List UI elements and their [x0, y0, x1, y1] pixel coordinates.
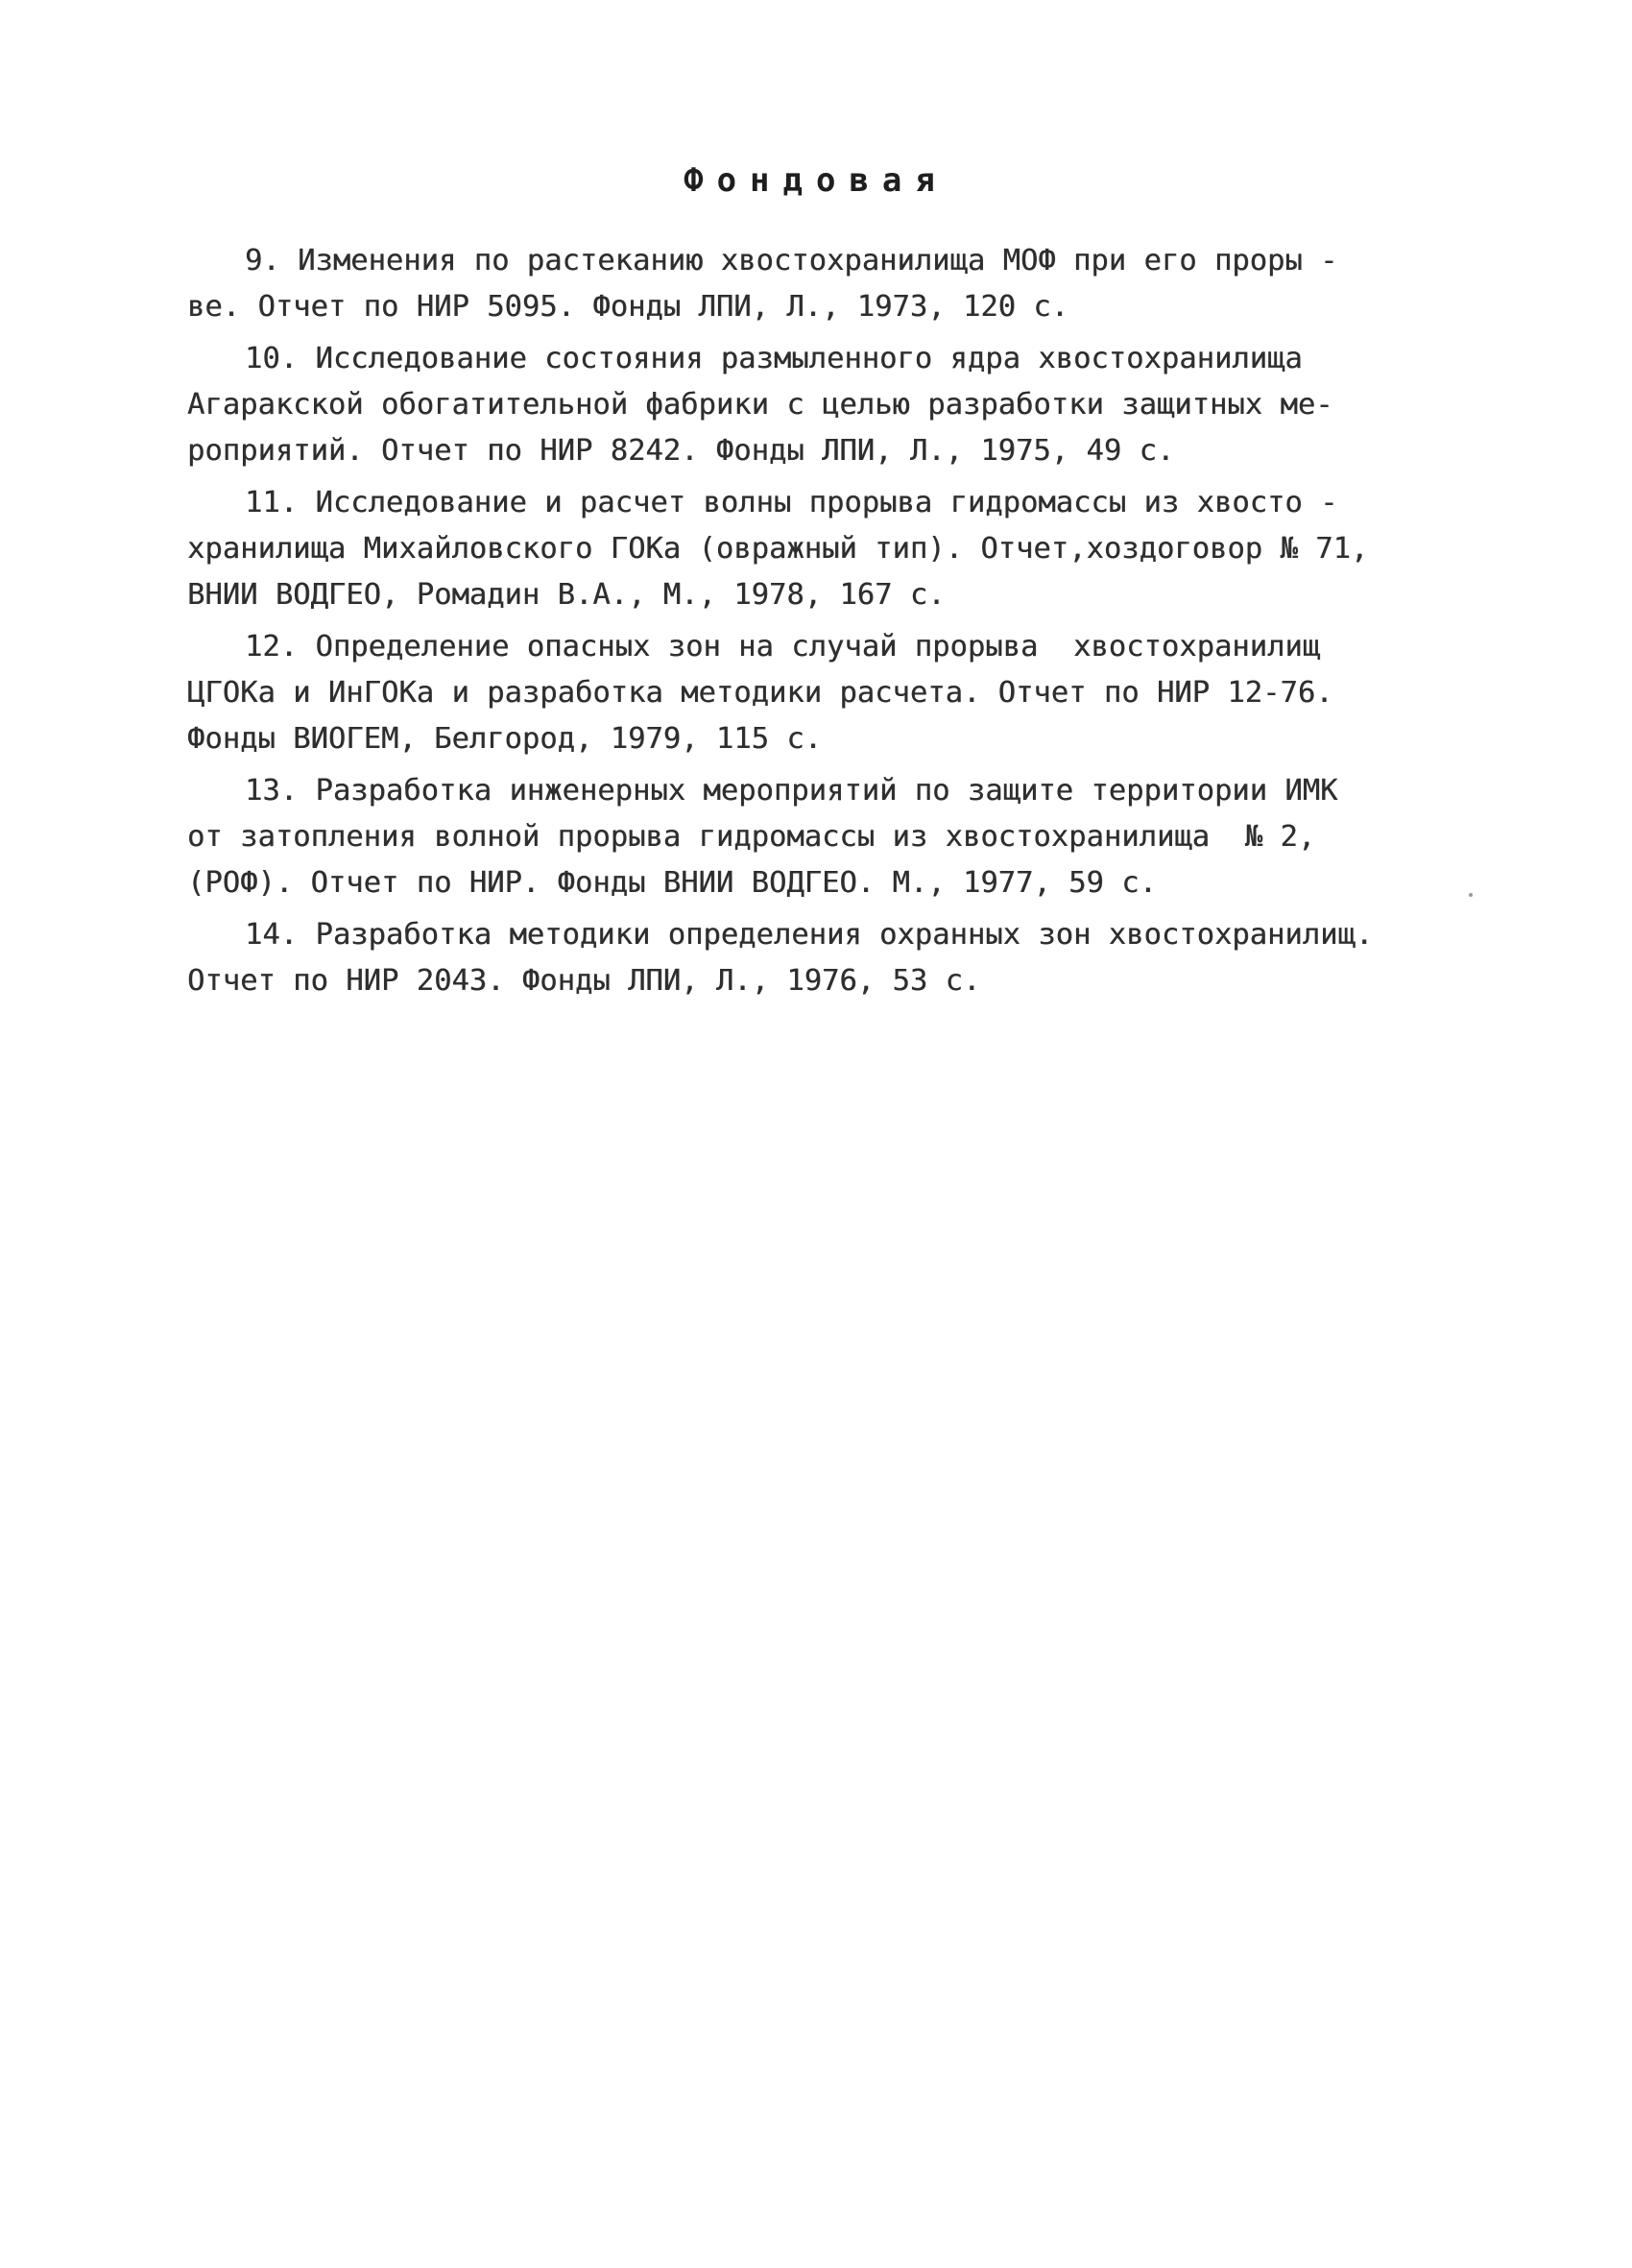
section-heading: Фондовая [684, 161, 948, 200]
reference-item-9 [187, 238, 1464, 330]
reference-line: 13. Разработка инженерных мероприятий по защите территории ИМК [245, 774, 1338, 808]
reference-line: 10. Исследование состояния размыленного ядра хвостохранилища [245, 342, 1303, 375]
reference-line: Отчет по НИР 2043. Фонды ЛПИ, Л., 1976, 53 с. [187, 964, 981, 998]
reference-line: Фонды ВИОГЕМ, Белгород, 1979, 115 с. [187, 722, 823, 756]
reference-line: от затопления волной прорыва гидромассы из хвостохранилища № 2, [187, 820, 1316, 854]
scan-speck [1469, 893, 1473, 897]
reference-item-13 [187, 768, 1464, 906]
reference-line: 9. Изменения по растеканию хвостохранилища МОФ при его проры - [245, 244, 1338, 277]
reference-line: хранилища Михайловского ГОКа (овражный тип). Отчет,хоздоговор № 71, [187, 532, 1369, 566]
reference-item-10 [187, 336, 1464, 474]
reference-item-11 [187, 480, 1464, 618]
reference-line: роприятий. Отчет по НИР 8242. Фонды ЛПИ, Л., 1975, 49 с. [187, 434, 1175, 468]
reference-line: (РОФ). Отчет по НИР. Фонды ВНИИ ВОДГЕО. М., 1977, 59 с. [187, 866, 1157, 900]
reference-item-12 [187, 624, 1464, 762]
reference-line: ве. Отчет по НИР 5095. Фонды ЛПИ, Л., 1973, 120 с. [187, 290, 1069, 324]
reference-line: ЦГОКа и ИнГОКа и разработка методики расчета. Отчет по НИР 12-76. [187, 676, 1333, 710]
reference-list [187, 238, 1464, 1010]
reference-line: 12. Определение опасных зон на случай прорыва хвостохранилищ [245, 630, 1321, 664]
reference-line: Агаракской обогатительной фабрики с целью разработки защитных ме- [187, 388, 1333, 422]
reference-line: 11. Исследование и расчет волны прорыва гидромассы из хвосто - [245, 486, 1338, 519]
reference-line: ВНИИ ВОДГЕО, Ромадин В.А., М., 1978, 167 с. [187, 578, 946, 612]
reference-item-14 [187, 912, 1464, 1004]
reference-line: 14. Разработка методики определения охранных зон хвостохранилищ. [245, 918, 1374, 952]
